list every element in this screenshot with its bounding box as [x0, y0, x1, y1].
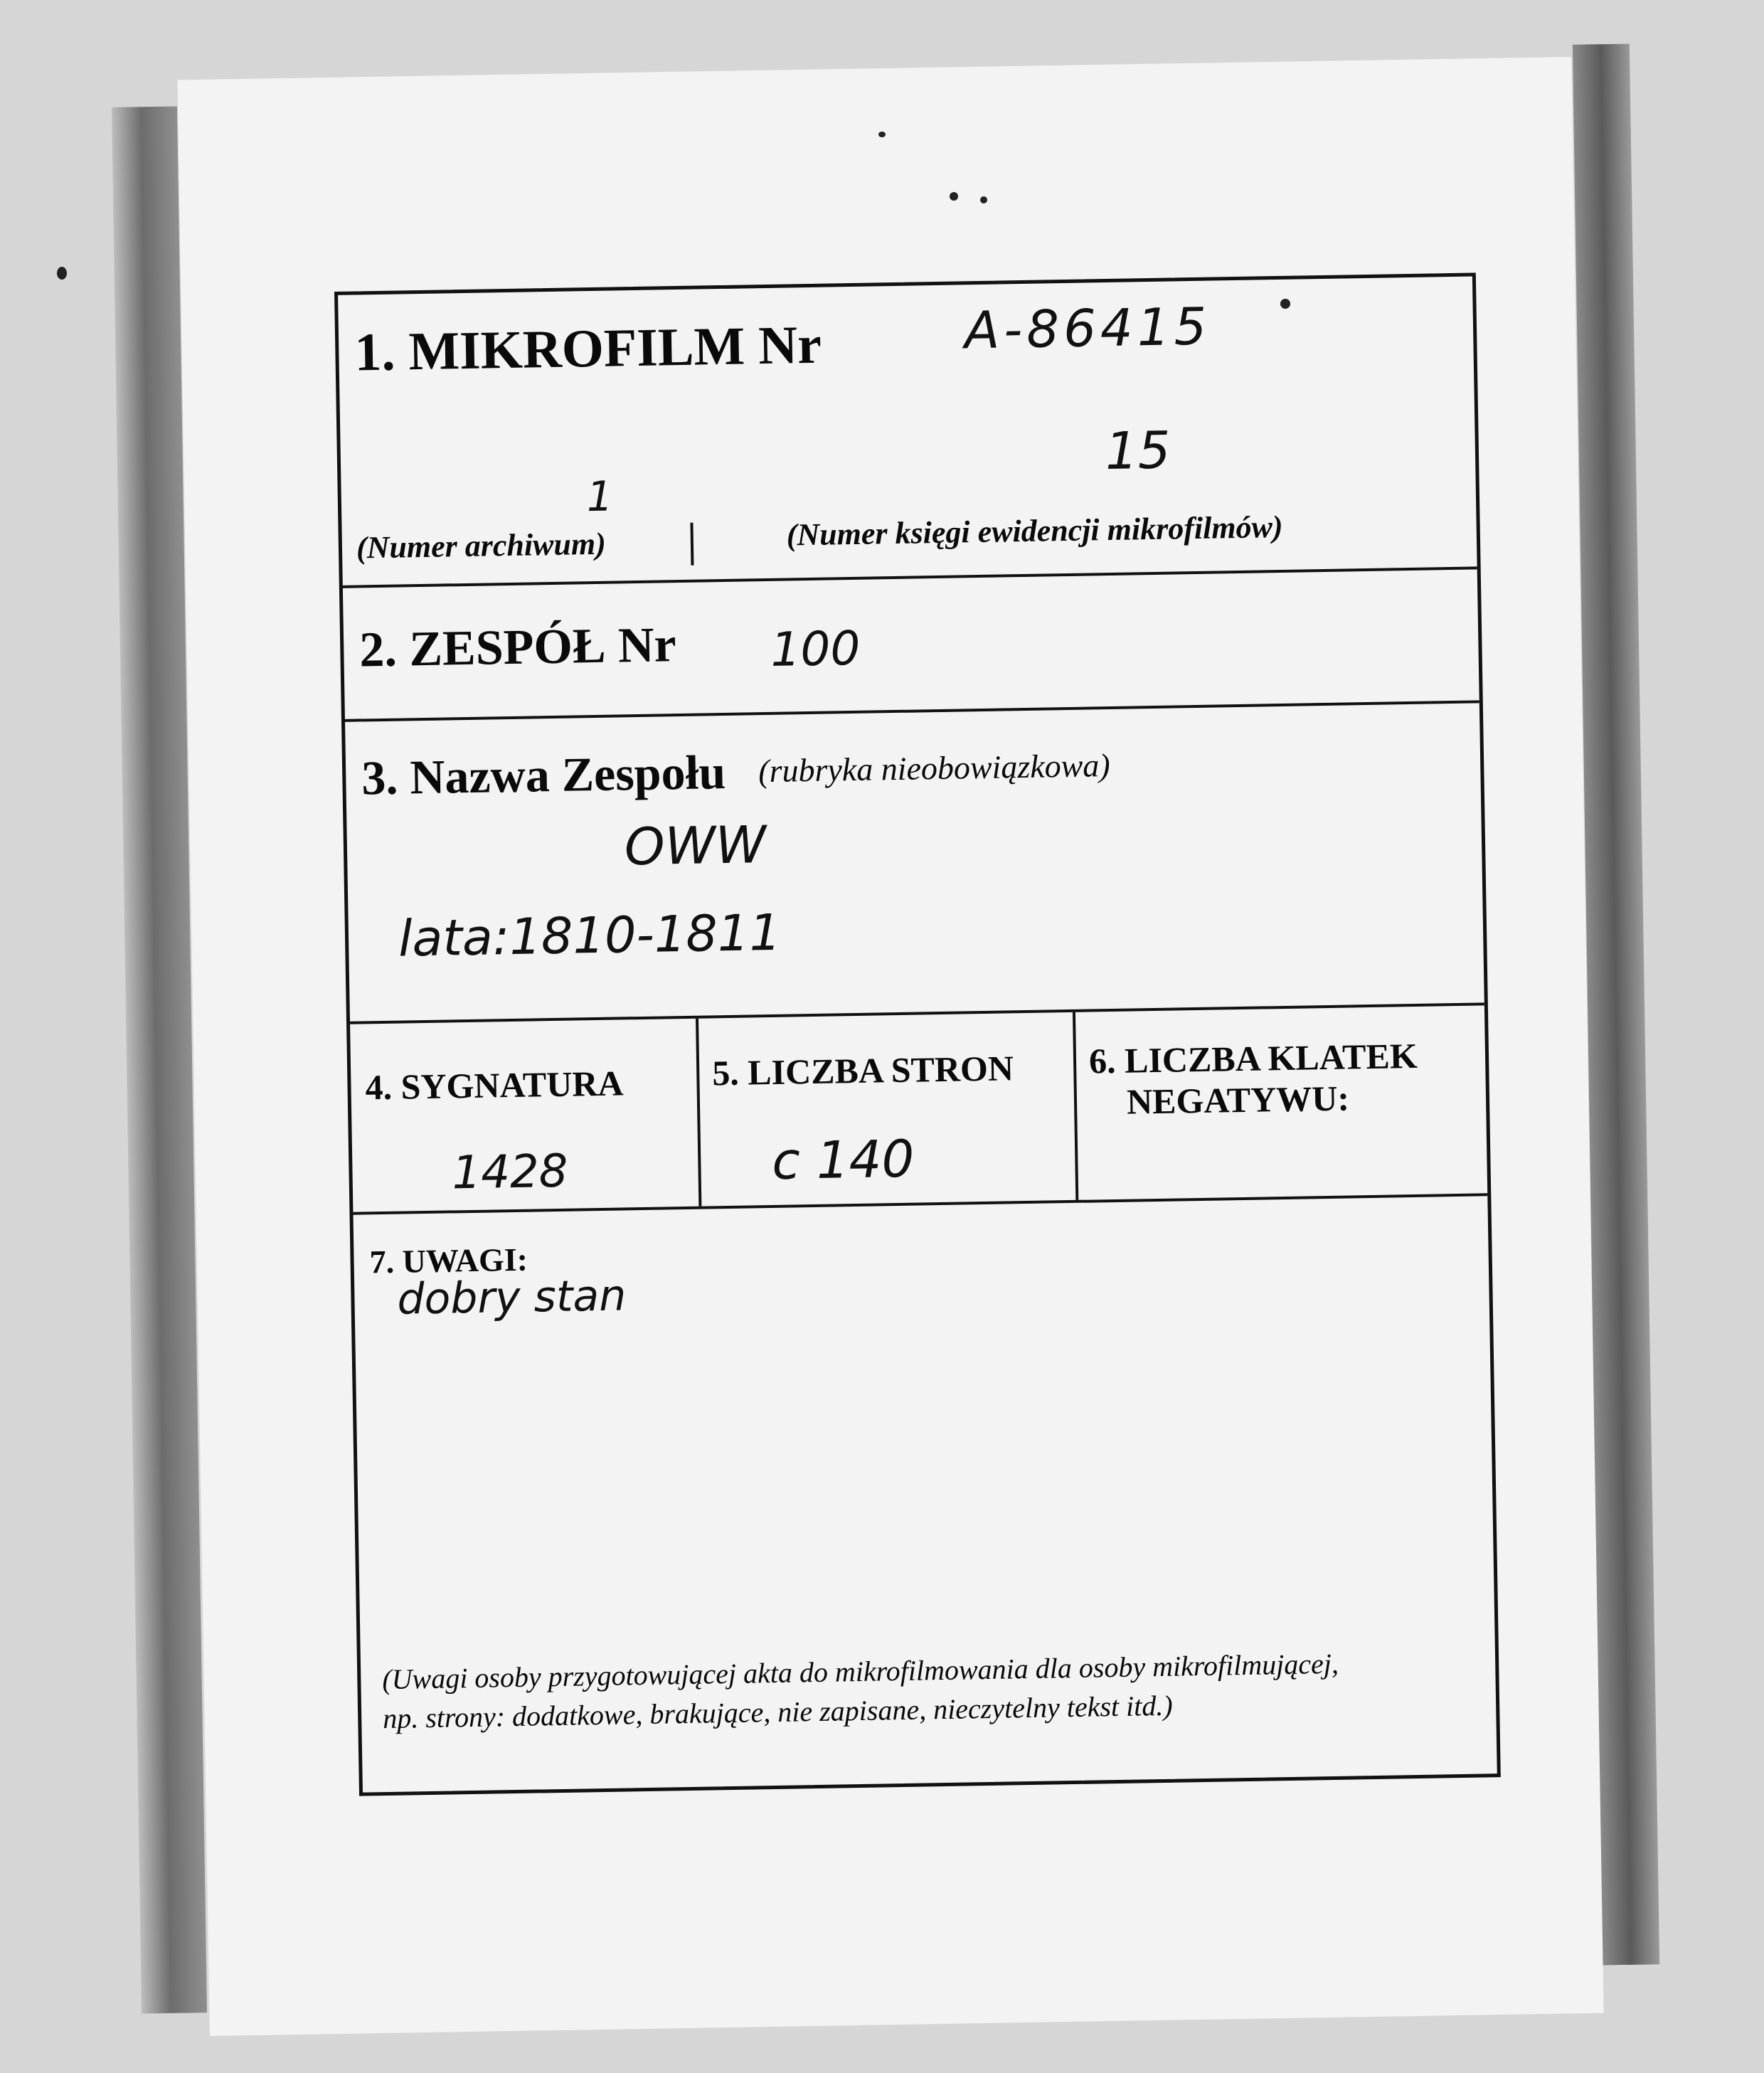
section-uwagi [354, 1196, 1497, 1796]
sygnatura-label: 4. SYGNATURA [365, 1063, 624, 1108]
uwagi-footnote-line2: np. strony: dodatkowe, brakujące, nie zapisane, nieczytelny tekst itd.) [382, 1689, 1173, 1735]
microfilm-metadata-form [334, 272, 1501, 1796]
uwagi-handwritten: dobry stan [396, 1271, 627, 1325]
section-mikrofilm [338, 276, 1477, 588]
nazwa-zespolu-handwritten: OWW [624, 815, 767, 877]
liczba-stron-handwritten: c 140 [771, 1128, 915, 1191]
liczba-klatek-label: 6. LICZBA KLATEK [1088, 1035, 1418, 1081]
register-number-handwritten: 15 [1105, 420, 1171, 482]
mikrofilm-label: 1. MIKROFILM Nr [354, 314, 822, 383]
liczba-klatek-label-line2: NEGATYWU: [1126, 1078, 1350, 1122]
dust-speck [950, 192, 958, 201]
mikrofilm-number-handwritten: A-86415 [964, 296, 1211, 361]
cell-sygnatura [350, 1019, 701, 1212]
cell-liczba-klatek [1075, 1005, 1491, 1200]
dust-speck [980, 196, 987, 203]
section-counts [350, 1005, 1487, 1214]
nazwa-zespolu-note: (rubryka nieobowiązkowa) [758, 747, 1111, 790]
section-nazwa-zespolu [345, 703, 1484, 1024]
register-number-caption: (Numer księgi ewidencji mikrofilmów) [786, 509, 1283, 553]
sygnatura-handwritten: 1428 [451, 1145, 569, 1200]
dust-speck [57, 267, 67, 280]
cell-liczba-stron [698, 1012, 1078, 1207]
nazwa-zespolu-label: 3. Nazwa Zespołu [361, 744, 726, 805]
uwagi-footnote-line1: (Uwagi osoby przygotowującej akta do mikrofilmowania dla osoby mikrofilmującej, [381, 1647, 1339, 1696]
dust-speck [878, 132, 886, 137]
archive-number-caption: (Numer archiwum) [356, 526, 607, 566]
date-range-handwritten: lata:1810-1811 [398, 903, 782, 968]
liczba-stron-label: 5. LICZBA STRON [711, 1048, 1014, 1093]
section-zespol [343, 569, 1479, 721]
zespol-label: 2. ZESPÓŁ Nr [358, 617, 677, 678]
uwagi-label: 7. UWAGI: [369, 1241, 528, 1281]
archive-number-handwritten: 1 [586, 472, 614, 521]
zespol-number-handwritten: 100 [770, 620, 861, 677]
caption-divider [690, 523, 694, 566]
